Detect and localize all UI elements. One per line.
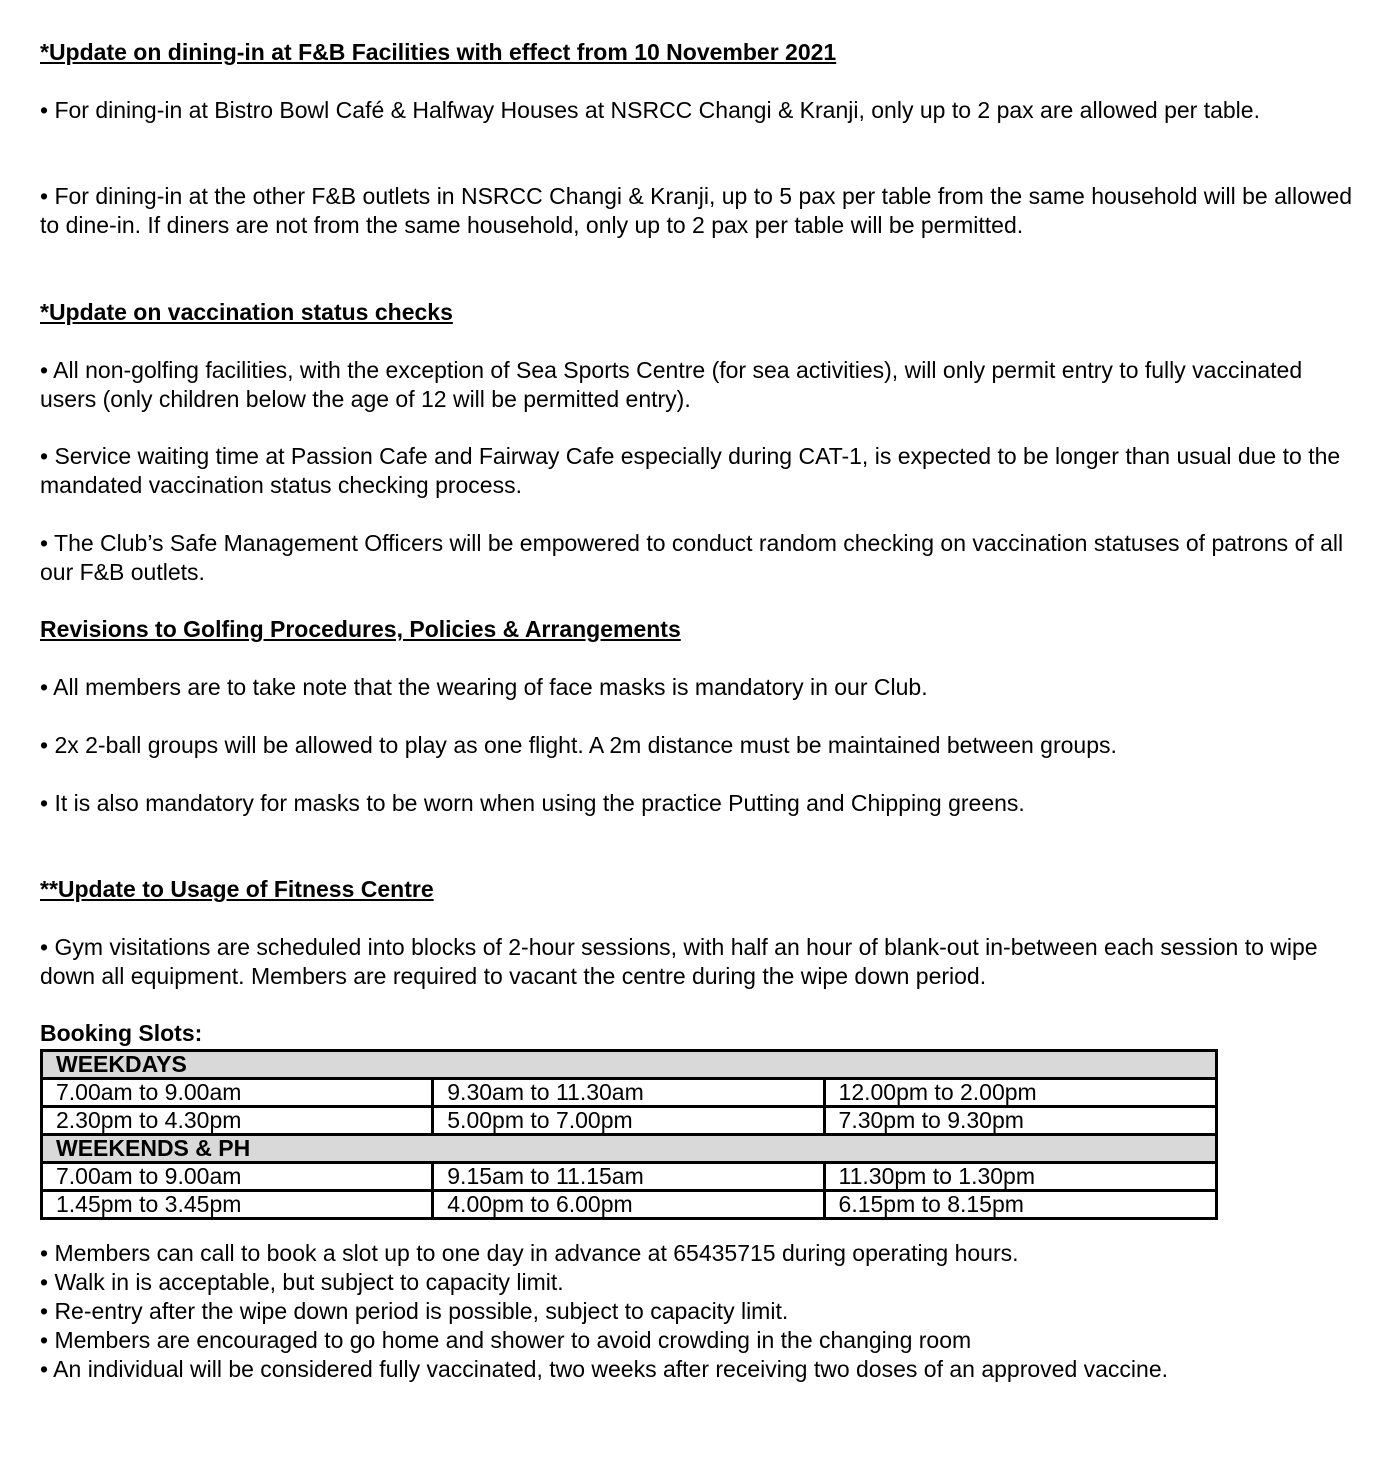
vaccination-item-1: • All non-golfing facilities, with the exception of Sea Sports Centre (for sea activities), will only permit entry to fully vaccinated users (only children below the age of 12 will be permitted entry). [40,357,1303,412]
vaccination-item-2: • Service waiting time at Passion Cafe and Fairway Cafe especially during CAT-1, is expected to be longer than usual due to the mandated vaccination status checking process. [40,443,1341,498]
golfing-item-3: • It is also mandatory for masks to be worn when using the practice Putting and Chipping greens. [40,790,1025,816]
booking-slots-label: Booking Slots: [40,1020,203,1046]
vaccination-heading: *Update on vaccination status checks [40,299,453,325]
list-item: • Members can call to book a slot up to one day in advance at 65435715 during operating hours. [40,1240,1019,1266]
slot-cell: 9.15am to 11.15am [433,1163,824,1191]
dining-heading: *Update on dining-in at F&B Facilities with effect from 10 November 2021 [40,39,837,65]
list-item: • Re-entry after the wipe down period is possible, subject to capacity limit. [40,1298,789,1324]
booking-slots-table [40,1049,1218,1220]
slot-cell: 5.00pm to 7.00pm [433,1107,824,1135]
weekdays-label: WEEKDAYS [42,1051,1217,1079]
slot-cell: 7.30pm to 9.30pm [824,1107,1216,1135]
list-item: • An individual will be considered fully vaccinated, two weeks after receiving two doses of an approved vaccine. [40,1356,1168,1382]
slot-cell: 9.30am to 11.30am [433,1079,824,1107]
dining-item-1: • For dining-in at Bistro Bowl Café & Halfway Houses at NSRCC Changi & Kranji, only up to 2 pax are allowed per table. [40,97,1260,123]
weekdays-header-row [42,1051,1217,1079]
slot-cell: 12.00pm to 2.00pm [824,1079,1216,1107]
slot-cell: 7.00am to 9.00am [42,1163,433,1191]
vaccination-item-3: • The Club’s Safe Management Officers will be empowered to conduct random checking on vaccination statuses of patrons of all our F&B outlets. [40,530,1344,585]
slot-cell: 4.00pm to 6.00pm [433,1191,824,1219]
golfing-item-1: • All members are to take note that the wearing of face masks is mandatory in our Club. [40,674,928,700]
booking-notes-list [40,1239,1360,1384]
slot-cell: 2.30pm to 4.30pm [42,1107,433,1135]
golfing-item-2: • 2x 2-ball groups will be allowed to play as one flight. A 2m distance must be maintained between groups. [40,732,1117,758]
slot-cell: 7.00am to 9.00am [42,1079,433,1107]
slot-cell: 1.45pm to 3.45pm [42,1191,433,1219]
table-row [42,1107,1217,1135]
list-item: • Members are encouraged to go home and shower to avoid crowding in the changing room [40,1327,972,1353]
weekends-label: WEEKENDS & PH [42,1135,1217,1163]
weekends-header-row [42,1135,1217,1163]
dining-item-2: • For dining-in at the other F&B outlets in NSRCC Changi & Kranji, up to 5 pax per table from the same household will be allowed to dine-in. If diners are not from the same household, only up to 2 pax per table will be permitted. [40,183,1353,238]
table-row [42,1163,1217,1191]
table-row [42,1191,1217,1219]
golfing-heading: Revisions to Golfing Procedures, Policies & Arrangements [40,616,681,642]
fitness-item-1: • Gym visitations are scheduled into blocks of 2-hour sessions, with half an hour of blank-out in-between each session to wipe down all equipment. Members are required to vacant the centre during the wipe down period. [40,934,1318,989]
fitness-heading: **Update to Usage of Fitness Centre [40,876,434,902]
table-row [42,1079,1217,1107]
list-item: • Walk in is acceptable, but subject to capacity limit. [40,1269,564,1295]
slot-cell: 11.30pm to 1.30pm [824,1163,1216,1191]
slot-cell: 6.15pm to 8.15pm [824,1191,1216,1219]
